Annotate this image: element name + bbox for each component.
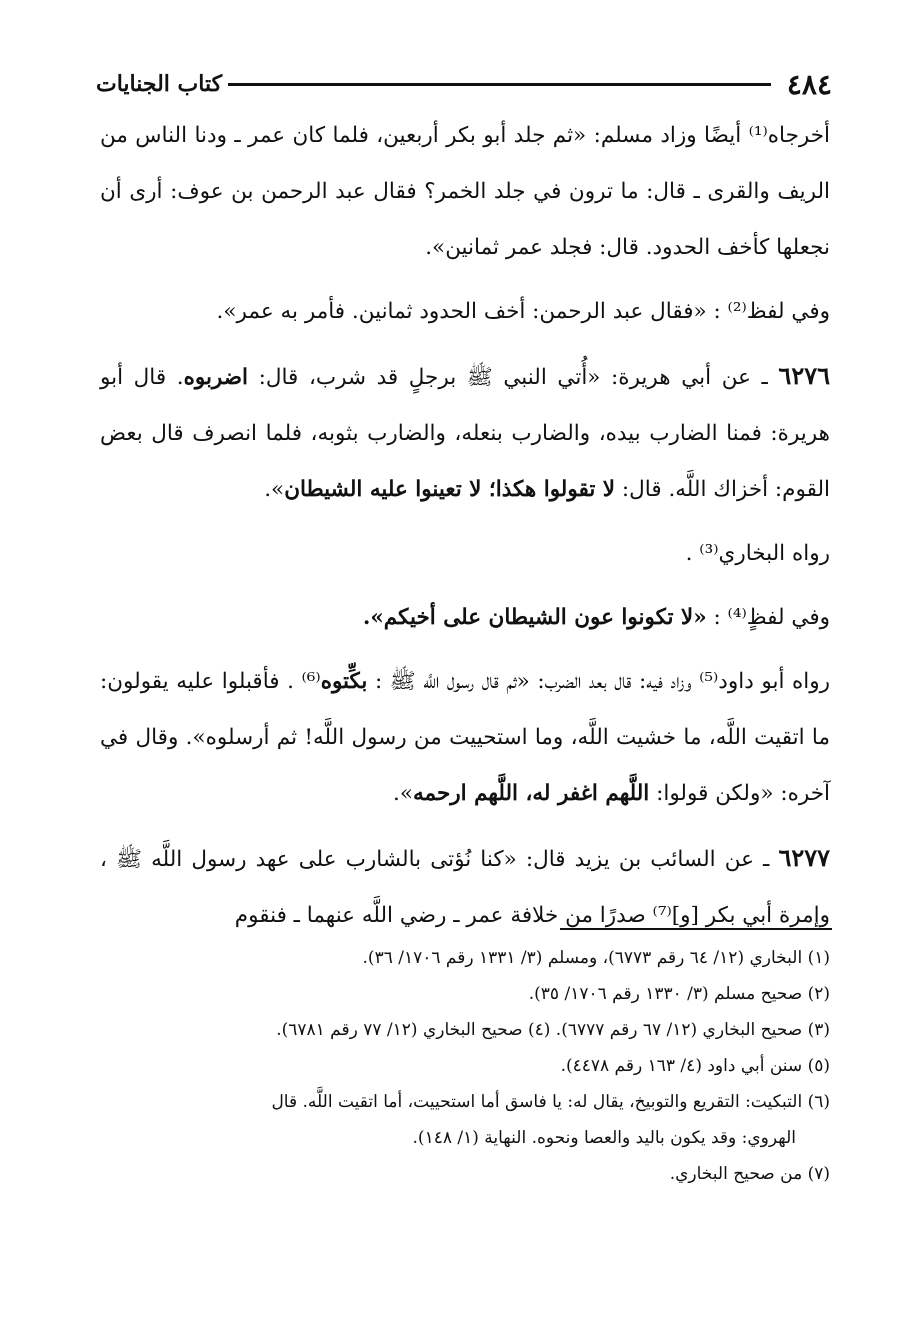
paragraph-1: أخرجاه⁽¹⁾ أيضًا وزاد مسلم: «ثم جلد أبو بكر أربعين، فلما كان عمر ـ ودنا الناس من الريف والقرى ـ قال: ما ترون في جلد الخمر؟ فقال عبد الرحمن بن عوف: أرى أن نجعلها كأخف الحدود. قال: فجلد عمر ثمانين». <box>100 123 830 260</box>
footnote-6-continued: الهروي: وقد يكون باليد والعصا ونحوه. النهاية (١/ ١٤٨). <box>412 1128 796 1148</box>
hadith-6276 <box>100 348 830 518</box>
footnote-1: (١) البخاري (١٢/ ٦٤ رقم ٦٧٧٣)، ومسلم (٣/ ١٣٣١ رقم ١٧٠٦/ ٣٦). <box>362 948 830 968</box>
paragraph-5 <box>100 654 830 822</box>
hadith-number: ٦٢٧٧ <box>778 843 830 872</box>
hadith-bold-text: لا تقولوا هكذا؛ لا تعينوا عليه الشيطان <box>284 477 616 502</box>
header-rule <box>228 83 771 86</box>
paragraph-bold-text: بكِّتوه <box>320 669 368 694</box>
hadith-text: . قال أبو هريرة: فمنا الضارب بيده، والضارب بنعله، والضارب بثوبه، فلما انصرف قال بعض القوم: أخزاك اللَّه. قال: <box>100 365 830 502</box>
hadith-number: ٦٢٧٦ <box>778 361 830 390</box>
paragraph-text: ⁽⁶⁾ . فأقبلوا عليه يقولون: ما اتقيت اللَّه، ما خشيت اللَّه، وما استحييت من رسول اللَّه! ثم أرسلوه». وقال في آخره: «ولكن قولوا: <box>100 669 830 806</box>
footnote-6: (٦) التبكيت: التقريع والتوبيخ، يقال له: يا فاسق أما استحييت، أما اتقيت اللَّه. قال <box>271 1092 830 1112</box>
paragraph-2: وفي لفظ⁽²⁾ : «فقال عبد الرحمن: أخف الحدود ثمانين. فأمر به عمر». <box>216 299 830 324</box>
paragraph-text: رواه أبو داود⁽⁵⁾ وزاد فيه: قال بعد الضرب: «ثم قال رسول اللَّه ﷺ : <box>367 669 830 694</box>
hadith-6277 <box>100 830 830 944</box>
footnotes <box>100 940 830 1192</box>
page-number: ٤٨٤ <box>786 67 832 101</box>
main-text <box>100 108 830 952</box>
running-header <box>96 66 832 102</box>
hadith-text: ». <box>264 477 285 502</box>
footnote-2: (٢) صحيح مسلم (٣/ ١٣٣٠ رقم ١٧٠٦/ ٣٥). <box>528 984 830 1004</box>
hadith-text: ـ عن السائب بن يزيد قال: «كنا نُؤتى بالشارب على عهد رسول اللَّه ﷺ ، وإمرة أبي بكر [و]⁽⁷⁾ صدرًا من خلافة عمر ـ رضي اللَّه عنهما ـ فنقوم <box>100 847 830 928</box>
hadith-bold-text: اضربوه <box>183 365 249 390</box>
footnote-5: (٥) سنن أبي داود (٤/ ١٦٣ رقم ٤٤٧٨). <box>560 1056 830 1076</box>
chapter-title: كتاب الجنايات <box>96 71 223 97</box>
footnote-3-4: (٣) صحيح البخاري (١٢/ ٦٧ رقم ٦٧٧٧). (٤) صحيح البخاري (١٢/ ٧٧ رقم ٦٧٨١). <box>276 1020 830 1040</box>
paragraph-3: رواه البخاري⁽³⁾ . <box>685 541 830 566</box>
paragraph-bold-text: اللَّهم اغفر له، اللَّهم ارحمه <box>413 781 650 806</box>
hadith-text: ـ عن أبي هريرة: «أُتي النبي ﷺ برجلٍ قد شرب، قال: <box>248 365 768 390</box>
footnote-separator <box>560 928 832 930</box>
paragraph-bold-text: «لا تكونوا عون الشيطان على أخيكم». <box>362 605 707 630</box>
footnote-7: (٧) من صحيح البخاري. <box>669 1164 830 1184</box>
paragraph-text: وفي لفظٍ⁽⁴⁾ : <box>706 605 830 630</box>
paragraph-text: ». <box>393 781 414 806</box>
paragraph-4 <box>100 590 830 646</box>
